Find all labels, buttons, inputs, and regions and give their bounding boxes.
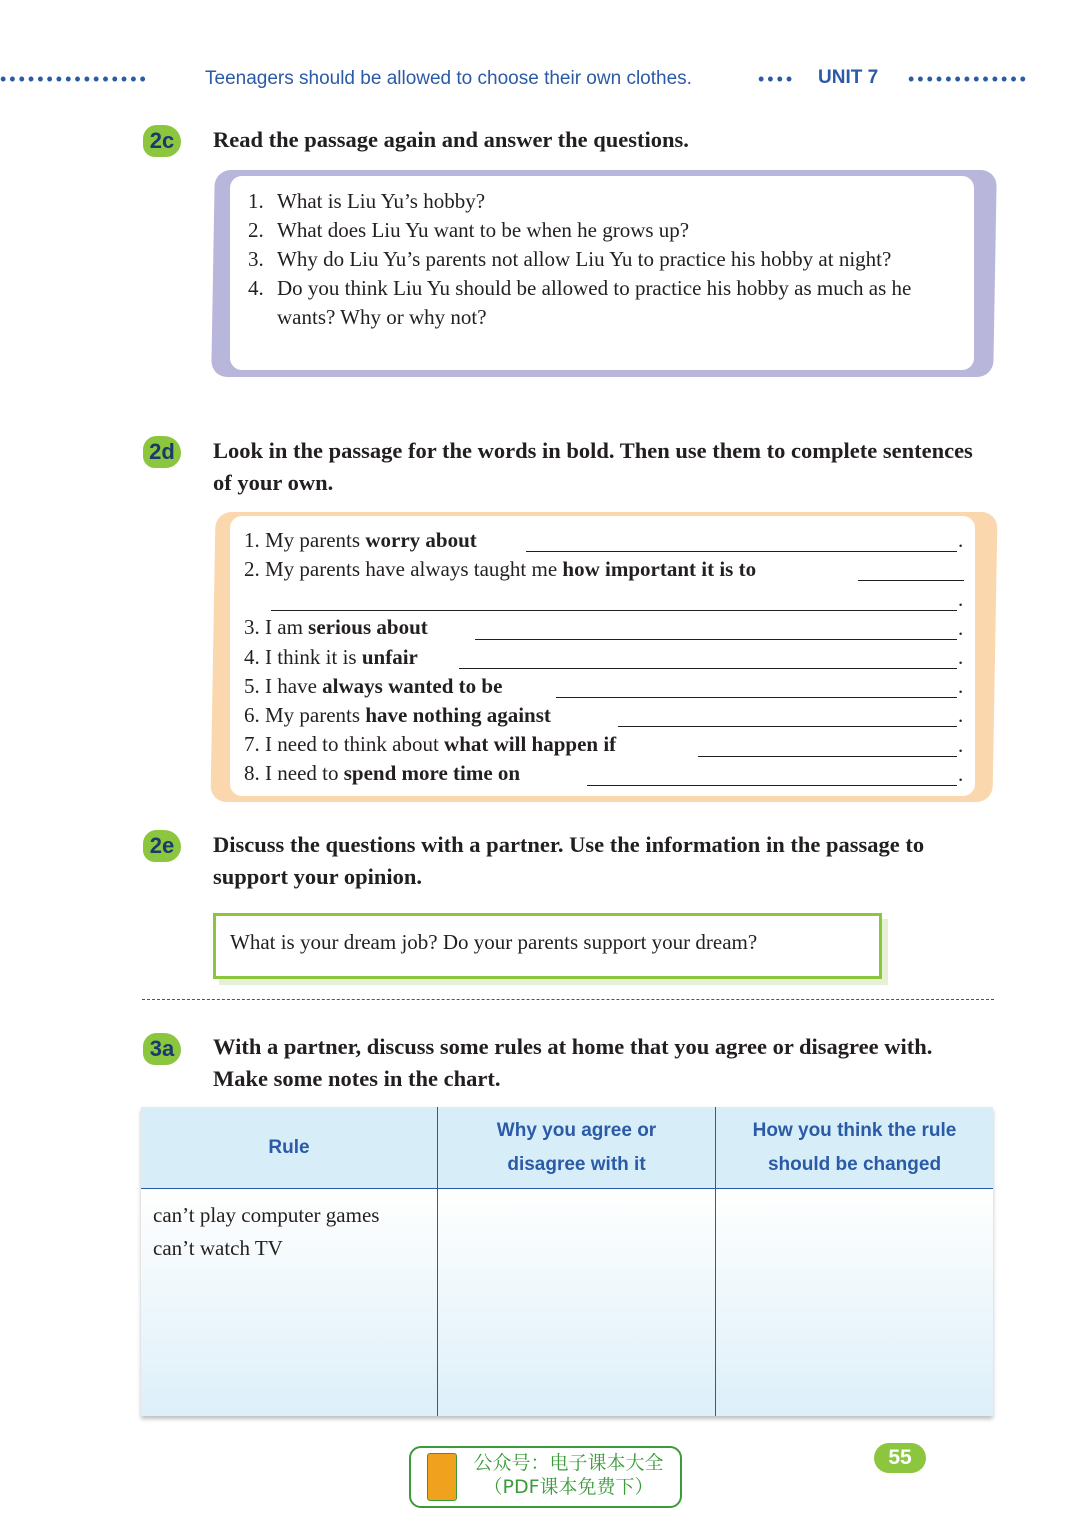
sentence-row: 8. I need to spend more time on: [244, 761, 521, 785]
rules-table: [141, 1107, 993, 1416]
period: .: [958, 645, 964, 669]
heading-2e: Discuss the questions with a partner. Use the information in the passage to support your opinion.: [213, 832, 925, 889]
rule-cell: [153, 1199, 379, 1265]
header-title: Teenagers should be allowed to choose their own clothes.: [205, 68, 692, 89]
header-dots-mid: ••••: [758, 69, 796, 89]
period: .: [958, 528, 964, 552]
period: .: [958, 674, 964, 698]
sentence-row: 3. I am serious about: [244, 615, 428, 639]
header-dots-left: ••••••••••••••••: [0, 69, 149, 89]
column-divider: [715, 1107, 716, 1416]
period: .: [958, 616, 964, 640]
heading-2c: Read the passage again and answer the questions.: [213, 127, 689, 152]
blank-line[interactable]: [698, 756, 957, 757]
period: .: [958, 733, 964, 757]
sentence-row: 2. My parents have always taught me how important it is to: [244, 557, 757, 581]
why-cell[interactable]: [449, 1197, 703, 1407]
sentence-row: 4. I think it is unfair: [244, 645, 418, 669]
col-header-how: How you think the rule should be changed: [752, 1120, 957, 1175]
heading-2d: Look in the passage for the words in bold. Then use them to complete sentences of your own.: [213, 438, 973, 495]
how-cell[interactable]: [727, 1197, 981, 1407]
header-divider: [141, 1188, 993, 1189]
blank-line[interactable]: [271, 610, 957, 611]
box-2c: [230, 176, 974, 370]
blank-line[interactable]: [556, 697, 957, 698]
col-header-why: Why you agree or disagree with it: [496, 1120, 657, 1175]
period: .: [958, 762, 964, 786]
question-item: 2. What does Liu Yu want to be when he grows up?: [248, 218, 690, 242]
blank-line[interactable]: [526, 551, 957, 552]
heading-3a: With a partner, discuss some rules at home that you agree or disagree with. Make some notes in the chart.: [213, 1034, 933, 1091]
period: .: [958, 587, 964, 611]
section-divider: [142, 999, 994, 1000]
book-icon: [427, 1453, 457, 1501]
unit-label: UNIT 7: [818, 67, 879, 88]
col-header-rule: Rule: [268, 1137, 310, 1158]
sentence-row: 5. I have always wanted to be: [244, 674, 503, 698]
blank-line[interactable]: [858, 580, 964, 581]
blank-line[interactable]: [475, 639, 957, 640]
stamp-text: 公众号：电子课本大全 （PDF课本免费下）: [473, 1452, 664, 1498]
questions-list-2c: [248, 187, 948, 332]
badge-3a: 3a: [143, 1033, 181, 1065]
page-number: 55: [874, 1443, 926, 1473]
discussion-question: What is your dream job? Do your parents support your dream?: [230, 930, 758, 954]
rule-item: can’t play computer games: [153, 1203, 380, 1227]
blank-line[interactable]: [587, 785, 957, 786]
badge-2d: 2d: [143, 436, 181, 468]
question-item: 3. Why do Liu Yu’s parents not allow Liu Yu to practice his hobby at night?: [248, 247, 892, 271]
period: .: [958, 703, 964, 727]
question-item: 4. Do you think Liu Yu should be allowed to practice his hobby as much as he wants? Why or why not?: [248, 276, 912, 329]
sentence-row: 1. My parents worry about: [244, 528, 477, 552]
question-item: 1. What is Liu Yu’s hobby?: [248, 189, 486, 213]
badge-2e: 2e: [143, 830, 181, 862]
page-header: [0, 66, 1087, 96]
rule-item: can’t watch TV: [153, 1236, 283, 1260]
publisher-stamp: [409, 1446, 682, 1508]
blank-line[interactable]: [459, 668, 957, 669]
blank-line[interactable]: [618, 726, 957, 727]
box-2e: [213, 913, 882, 979]
sentence-row: 7. I need to think about what will happen if: [244, 732, 617, 756]
sentence-row: 6. My parents have nothing against: [244, 703, 551, 727]
header-dots-right: •••••••••••••: [908, 69, 1029, 89]
badge-2c: 2c: [143, 125, 181, 157]
column-divider: [437, 1107, 438, 1416]
